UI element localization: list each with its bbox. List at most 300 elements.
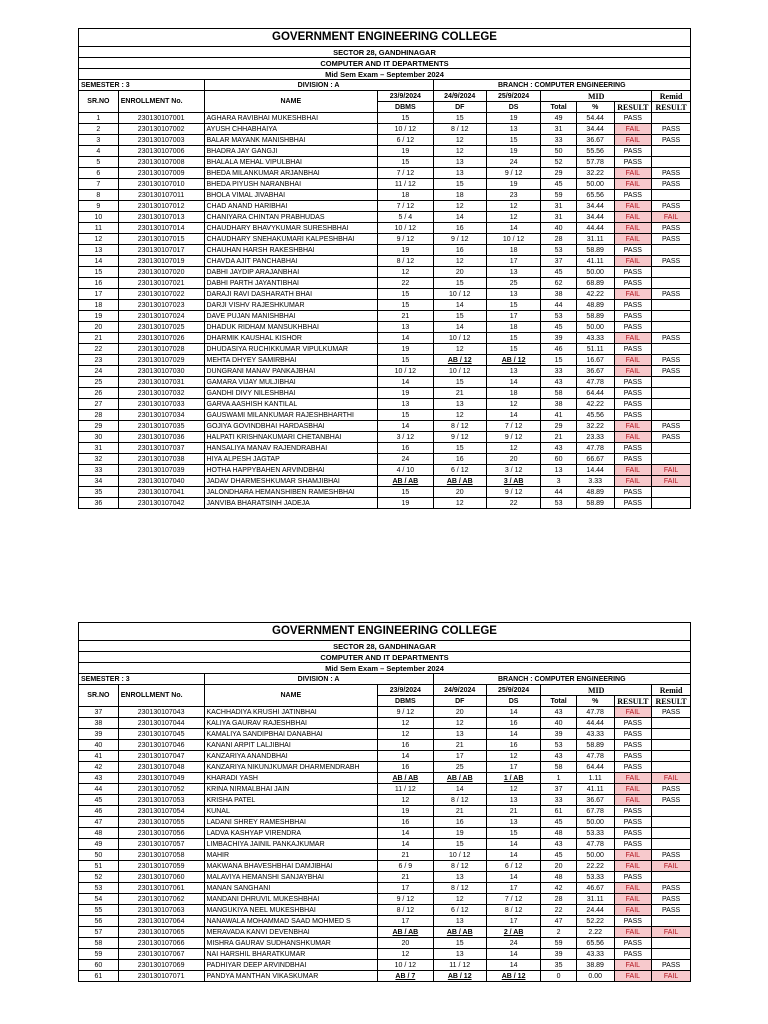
remid-result: PASS (652, 168, 691, 179)
result: FAIL (614, 289, 652, 300)
sector-line: SECTOR 28, GANDHINAGAR (79, 47, 691, 58)
ds-marks: 14 (486, 850, 540, 861)
division-label: DIVISION : A (204, 80, 433, 91)
dbms-marks: 20 (378, 938, 433, 949)
ds-marks: 10 / 12 (486, 234, 540, 245)
enrollment-no: 230130107019 (118, 256, 204, 267)
enrollment-no: 230130107040 (118, 476, 204, 487)
percentage: 34.44 (576, 201, 614, 212)
dbms-marks: 16 (378, 762, 433, 773)
percentage: 3.33 (576, 476, 614, 487)
result: PASS (614, 729, 652, 740)
result: FAIL (614, 883, 652, 894)
sr-no: 13 (79, 245, 119, 256)
sr-no: 3 (79, 135, 119, 146)
sr-no: 8 (79, 190, 119, 201)
remid-result: PASS (652, 894, 691, 905)
dbms-marks: 21 (378, 850, 433, 861)
student-name: GAMARA VIJAY MULJIBHAI (204, 377, 378, 388)
remid-result (652, 498, 691, 509)
ds-marks: 22 (486, 498, 540, 509)
enrollment-no: 230130107006 (118, 146, 204, 157)
result: PASS (614, 443, 652, 454)
df-marks: 10 / 12 (433, 850, 486, 861)
sr-no: 35 (79, 487, 119, 498)
enrollment-no: 230130107067 (118, 949, 204, 960)
df-marks: 13 (433, 729, 486, 740)
student-name: NAI HARSHIL BHARATKUMAR (204, 949, 378, 960)
table-row (79, 487, 691, 498)
result: PASS (614, 817, 652, 828)
df-marks: 21 (433, 740, 486, 751)
ds-marks: 15 (486, 344, 540, 355)
percentage: 53.33 (576, 828, 614, 839)
ds-marks: 19 (486, 113, 540, 124)
result-table-1 (78, 28, 691, 509)
ds-marks: 16 (486, 718, 540, 729)
remid-result (652, 740, 691, 751)
sr-no: 57 (79, 927, 119, 938)
table-row (79, 718, 691, 729)
df-marks: 16 (433, 245, 486, 256)
student-name: HOTHA HAPPYBAHEN ARVINDBHAI (204, 465, 378, 476)
remid-result: PASS (652, 355, 691, 366)
total-marks: 0 (541, 971, 577, 982)
ds-marks: 14 (486, 960, 540, 971)
df-marks: 15 (433, 443, 486, 454)
remid-result (652, 806, 691, 817)
percentage: 58.89 (576, 245, 614, 256)
enrollment-no: 230130107059 (118, 861, 204, 872)
percentage: 42.22 (576, 289, 614, 300)
df-marks: 13 (433, 157, 486, 168)
student-name: HANSALIYA MANAV RAJENDRABHAI (204, 443, 378, 454)
student-name: CHAD ANAND HARIBHAI (204, 201, 378, 212)
df-marks: AB / AB (433, 927, 486, 938)
sr-no: 24 (79, 366, 119, 377)
percentage: 22.22 (576, 861, 614, 872)
sr-no: 36 (79, 498, 119, 509)
total-marks: 61 (541, 806, 577, 817)
total-marks: 33 (541, 135, 577, 146)
enrollment-no: 230130107033 (118, 399, 204, 410)
percentage: 47.78 (576, 751, 614, 762)
sr-no: 49 (79, 839, 119, 850)
dbms-marks: 17 (378, 883, 433, 894)
sr-no: 31 (79, 443, 119, 454)
percentage: 64.44 (576, 388, 614, 399)
remid-label: Remid (652, 685, 691, 696)
percentage: 50.00 (576, 179, 614, 190)
enrollment-no: 230130107010 (118, 179, 204, 190)
result-sheet-1 (78, 28, 691, 509)
percentage: 68.89 (576, 278, 614, 289)
enrollment-no: 230130107024 (118, 311, 204, 322)
dbms-marks: 9 / 12 (378, 234, 433, 245)
col-enrollment: ENROLLMENT No. (118, 91, 204, 113)
result: PASS (614, 872, 652, 883)
departments-line: COMPUTER AND IT DEPARTMENTS (79, 652, 691, 663)
result: FAIL (614, 355, 652, 366)
remid-result: FAIL (652, 773, 691, 784)
df-marks: 12 (433, 894, 486, 905)
student-name: CHAVDA AJIT PANCHABHAI (204, 256, 378, 267)
enrollment-no: 230130107011 (118, 190, 204, 201)
sr-no: 4 (79, 146, 119, 157)
df-marks: 15 (433, 113, 486, 124)
col-name: NAME (204, 685, 378, 707)
departments-line: COMPUTER AND IT DEPARTMENTS (79, 58, 691, 69)
remid-result (652, 278, 691, 289)
df-marks: 20 (433, 707, 486, 718)
enrollment-no: 230130107048 (118, 762, 204, 773)
remid-result (652, 410, 691, 421)
total-marks: 43 (541, 839, 577, 850)
remid-result: PASS (652, 905, 691, 916)
result: FAIL (614, 707, 652, 718)
enrollment-no: 230130107045 (118, 729, 204, 740)
table-row (79, 872, 691, 883)
total-marks: 2 (541, 927, 577, 938)
student-name: MANDANI DHRUVIL MUKESHBHAI (204, 894, 378, 905)
enrollment-no: 230130107046 (118, 740, 204, 751)
df-marks: 12 (433, 201, 486, 212)
table-row (79, 971, 691, 982)
total-marks: 38 (541, 289, 577, 300)
student-name: KALIYA GAURAV RAJESHBHAI (204, 718, 378, 729)
table-row (79, 795, 691, 806)
sr-no: 41 (79, 751, 119, 762)
df-marks: 9 / 12 (433, 234, 486, 245)
remid-result: PASS (652, 795, 691, 806)
total-marks: 41 (541, 410, 577, 421)
dbms-marks: 12 (378, 718, 433, 729)
dbms-marks: 15 (378, 487, 433, 498)
table-row (79, 311, 691, 322)
student-name: MISHRA GAURAV SUDHANSHKUMAR (204, 938, 378, 949)
dbms-marks: 19 (378, 806, 433, 817)
student-name: KANANI ARPIT LALJIBHAI (204, 740, 378, 751)
percentage: 44.44 (576, 223, 614, 234)
remid-result (652, 388, 691, 399)
sr-no: 42 (79, 762, 119, 773)
table-row (79, 454, 691, 465)
student-name: KACHHADIYA KRUSHI JATINBHAI (204, 707, 378, 718)
sr-no: 6 (79, 168, 119, 179)
sr-no: 16 (79, 278, 119, 289)
sr-no: 53 (79, 883, 119, 894)
percentage: 16.67 (576, 355, 614, 366)
student-name: HIYA ALPESH JAGTAP (204, 454, 378, 465)
col-dbms: DBMS (378, 102, 433, 113)
dbms-marks: 13 (378, 399, 433, 410)
result: PASS (614, 388, 652, 399)
sr-no: 40 (79, 740, 119, 751)
ds-marks: 14 (486, 949, 540, 960)
remid-result: PASS (652, 707, 691, 718)
remid-result (652, 839, 691, 850)
enrollment-no: 230130107015 (118, 234, 204, 245)
df-marks: 15 (433, 278, 486, 289)
table-row (79, 960, 691, 971)
df-marks: 15 (433, 311, 486, 322)
result: PASS (614, 498, 652, 509)
sr-no: 14 (79, 256, 119, 267)
total-marks: 45 (541, 850, 577, 861)
result: PASS (614, 740, 652, 751)
result: PASS (614, 839, 652, 850)
total-marks: 31 (541, 212, 577, 223)
remid-result: PASS (652, 223, 691, 234)
remid-result: FAIL (652, 465, 691, 476)
student-name: JADAV DHARMESHKUMAR SHAMJIBHAI (204, 476, 378, 487)
remid-result (652, 322, 691, 333)
total-marks: 21 (541, 432, 577, 443)
student-name: DABHI JAYDIP ARAJANBHAI (204, 267, 378, 278)
result: PASS (614, 322, 652, 333)
enrollment-no: 230130107062 (118, 894, 204, 905)
remid-result (652, 938, 691, 949)
student-name: DHADUK RIDHAM MANSUKHBHAI (204, 322, 378, 333)
remid-result: PASS (652, 366, 691, 377)
df-marks: 12 (433, 498, 486, 509)
df-marks: 14 (433, 322, 486, 333)
col-result-remid: RESULT (652, 102, 691, 113)
division-label: DIVISION : A (204, 674, 433, 685)
result: FAIL (614, 124, 652, 135)
dbms-marks: 12 (378, 267, 433, 278)
table-row (79, 135, 691, 146)
table-row (79, 828, 691, 839)
total-marks: 33 (541, 366, 577, 377)
percentage: 58.89 (576, 740, 614, 751)
student-name: BHEDA MILANKUMAR ARJANBHAI (204, 168, 378, 179)
total-marks: 40 (541, 223, 577, 234)
sr-no: 2 (79, 124, 119, 135)
remid-result: PASS (652, 179, 691, 190)
branch-label: BRANCH : COMPUTER ENGINEERING (433, 674, 690, 685)
table-row (79, 916, 691, 927)
sr-no: 48 (79, 828, 119, 839)
result: PASS (614, 157, 652, 168)
ds-marks: 15 (486, 300, 540, 311)
ds-marks: 13 (486, 795, 540, 806)
table-row (79, 773, 691, 784)
percentage: 41.11 (576, 256, 614, 267)
ds-marks: 15 (486, 828, 540, 839)
total-marks: 59 (541, 190, 577, 201)
dbms-marks: 3 / 12 (378, 432, 433, 443)
student-rows (79, 707, 691, 982)
ds-marks: 7 / 12 (486, 421, 540, 432)
sr-no: 47 (79, 817, 119, 828)
ds-marks: 12 (486, 784, 540, 795)
result: FAIL (614, 927, 652, 938)
table-row (79, 817, 691, 828)
result: FAIL (614, 179, 652, 190)
percentage: 48.89 (576, 300, 614, 311)
sr-no: 34 (79, 476, 119, 487)
df-marks: 25 (433, 762, 486, 773)
ds-marks: 6 / 12 (486, 861, 540, 872)
table-row (79, 201, 691, 212)
student-name: MANGUKIYA NEEL MUKESHBHAI (204, 905, 378, 916)
semester-label: SEMESTER : 3 (79, 674, 205, 685)
total-marks: 37 (541, 784, 577, 795)
remid-result (652, 729, 691, 740)
date-df: 24/9/2024 (433, 685, 486, 696)
df-marks: 6 / 12 (433, 905, 486, 916)
percentage: 41.11 (576, 784, 614, 795)
enrollment-no: 230130107022 (118, 289, 204, 300)
mid-label: MID (541, 685, 652, 696)
enrollment-no: 230130107017 (118, 245, 204, 256)
enrollment-no: 230130107009 (118, 168, 204, 179)
table-row (79, 421, 691, 432)
student-name: BHOLA VIMAL JIVABHAI (204, 190, 378, 201)
percentage: 23.33 (576, 432, 614, 443)
table-row (79, 894, 691, 905)
ds-marks: 17 (486, 762, 540, 773)
sr-no: 1 (79, 113, 119, 124)
total-marks: 53 (541, 498, 577, 509)
total-marks: 39 (541, 333, 577, 344)
percentage: 0.00 (576, 971, 614, 982)
result: PASS (614, 938, 652, 949)
ds-marks: 13 (486, 124, 540, 135)
dbms-marks: 19 (378, 388, 433, 399)
table-row (79, 465, 691, 476)
percentage: 50.00 (576, 322, 614, 333)
table-row (79, 949, 691, 960)
percentage: 47.78 (576, 377, 614, 388)
enrollment-no: 230130107053 (118, 795, 204, 806)
ds-marks: 3 / AB (486, 476, 540, 487)
result: PASS (614, 806, 652, 817)
ds-marks: 9 / 12 (486, 432, 540, 443)
result-sheet-2 (78, 622, 691, 982)
df-marks: 13 (433, 872, 486, 883)
dbms-marks: 14 (378, 828, 433, 839)
student-name: NANAWALA MOHAMMAD SAAD MOHMED S (204, 916, 378, 927)
col-ds: DS (486, 696, 540, 707)
percentage: 42.22 (576, 399, 614, 410)
percentage: 47.78 (576, 707, 614, 718)
percentage: 54.44 (576, 113, 614, 124)
sr-no: 46 (79, 806, 119, 817)
df-marks: AB / 12 (433, 355, 486, 366)
remid-result: FAIL (652, 927, 691, 938)
remid-result: FAIL (652, 212, 691, 223)
df-marks: 8 / 12 (433, 883, 486, 894)
ds-marks: 20 (486, 454, 540, 465)
result: PASS (614, 267, 652, 278)
remid-result (652, 157, 691, 168)
enrollment-no: 230130107032 (118, 388, 204, 399)
table-row (79, 883, 691, 894)
student-name: BHADRA JAY GANGJI (204, 146, 378, 157)
enrollment-no: 230130107058 (118, 850, 204, 861)
dbms-marks: 11 / 12 (378, 784, 433, 795)
df-marks: 15 (433, 938, 486, 949)
remid-result (652, 377, 691, 388)
ds-marks: 18 (486, 322, 540, 333)
remid-result (652, 828, 691, 839)
df-marks: 21 (433, 388, 486, 399)
enrollment-no: 230130107036 (118, 432, 204, 443)
enrollment-no: 230130107020 (118, 267, 204, 278)
total-marks: 28 (541, 234, 577, 245)
enrollment-no: 230130107049 (118, 773, 204, 784)
enrollment-no: 230130107026 (118, 333, 204, 344)
df-marks: 19 (433, 828, 486, 839)
remid-result: PASS (652, 124, 691, 135)
ds-marks: 14 (486, 707, 540, 718)
remid-result: FAIL (652, 476, 691, 487)
table-row (79, 377, 691, 388)
percentage: 38.89 (576, 960, 614, 971)
col-result: RESULT (614, 102, 652, 113)
ds-marks: 13 (486, 366, 540, 377)
percentage: 31.11 (576, 234, 614, 245)
df-marks: 21 (433, 806, 486, 817)
branch-label: BRANCH : COMPUTER ENGINEERING (433, 80, 690, 91)
enrollment-no: 230130107029 (118, 355, 204, 366)
table-row (79, 861, 691, 872)
result: PASS (614, 300, 652, 311)
sr-no: 23 (79, 355, 119, 366)
student-name: AGHARA RAVIBHAI MUKESHBHAI (204, 113, 378, 124)
student-name: PADHIYAR DEEP ARVINDBHAI (204, 960, 378, 971)
percentage: 52.22 (576, 916, 614, 927)
dbms-marks: 16 (378, 740, 433, 751)
percentage: 32.22 (576, 168, 614, 179)
table-row (79, 256, 691, 267)
remid-result: PASS (652, 289, 691, 300)
dbms-marks: 14 (378, 839, 433, 850)
date-dbms: 23/9/2024 (378, 685, 433, 696)
dbms-marks: 21 (378, 311, 433, 322)
result: PASS (614, 718, 652, 729)
df-marks: 12 (433, 718, 486, 729)
sr-no: 28 (79, 410, 119, 421)
percentage: 66.67 (576, 454, 614, 465)
dbms-marks: 10 / 12 (378, 960, 433, 971)
student-name: DHARMIK KAUSHAL KISHOR (204, 333, 378, 344)
df-marks: 9 / 12 (433, 432, 486, 443)
total-marks: 46 (541, 344, 577, 355)
dbms-marks: 19 (378, 498, 433, 509)
ds-marks: 24 (486, 938, 540, 949)
result: PASS (614, 487, 652, 498)
total-marks: 45 (541, 322, 577, 333)
college-title: GOVERNMENT ENGINEERING COLLEGE (79, 29, 691, 47)
table-row (79, 729, 691, 740)
student-name: MAHIR (204, 850, 378, 861)
student-name: KANZARIYA ANANDBHAI (204, 751, 378, 762)
result: PASS (614, 751, 652, 762)
sr-no: 29 (79, 421, 119, 432)
student-name: AYUSH CHHABHAIYA (204, 124, 378, 135)
table-row (79, 839, 691, 850)
ds-marks: 12 (486, 212, 540, 223)
dbms-marks: 14 (378, 421, 433, 432)
dbms-marks: 12 (378, 729, 433, 740)
table-row (79, 278, 691, 289)
semester-label: SEMESTER : 3 (79, 80, 205, 91)
result: FAIL (614, 850, 652, 861)
sr-no: 55 (79, 905, 119, 916)
